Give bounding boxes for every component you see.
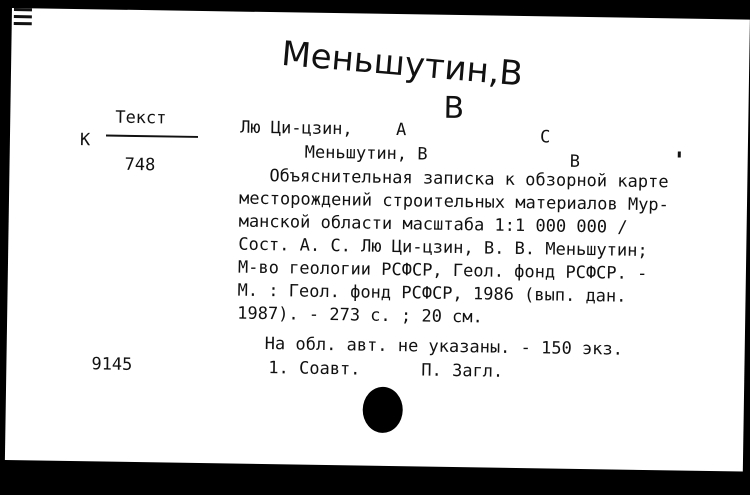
primary-author-mark: А — [395, 120, 407, 141]
tracing-first: 1. Соавт. — [268, 358, 361, 380]
punch-hole — [362, 387, 403, 434]
primary-author: Лю Ци-цзин, — [239, 117, 353, 140]
description-line: месторождений строительных материалов Мур- — [238, 188, 670, 216]
description-line: М. : Геол. фонд РСФСР, 1986 (вып. дан. — [237, 280, 627, 307]
description-line: Сост. А. С. Лю Ци-цзин, В. В. Меньшутин; — [238, 234, 648, 262]
tracing-second: П. Загл. — [421, 360, 504, 382]
inventory-number: 9145 — [91, 354, 133, 375]
description-line: 1987). - 273 с. ; 20 см. — [237, 303, 483, 328]
call-number-rule — [106, 134, 198, 137]
description-line: М-во геологии РСФСР, Геол. фонд РСФСР. - — [237, 257, 648, 285]
call-number-prefix: К — [79, 130, 91, 151]
corner-mark — [14, 8, 32, 38]
secondary-author-mark: В — [569, 151, 581, 172]
note-line: На обл. авт. не указаны. - 150 экз. — [264, 334, 624, 360]
handwritten-mark: В — [443, 90, 465, 127]
call-number-top: Текст — [115, 107, 167, 129]
stray-mark — [678, 151, 681, 157]
call-number-bottom: 748 — [124, 154, 156, 176]
catalog-card — [5, 8, 750, 472]
handwritten-name: Меньшутин,В — [279, 33, 525, 95]
secondary-author: Меньшутин, В — [304, 142, 428, 165]
secondary-mark-top: С — [539, 127, 551, 148]
description-line: манской области масштаба 1:1 000 000 / — [238, 211, 628, 238]
description-line: Объяснительная записка к обзорной карте — [269, 166, 669, 193]
